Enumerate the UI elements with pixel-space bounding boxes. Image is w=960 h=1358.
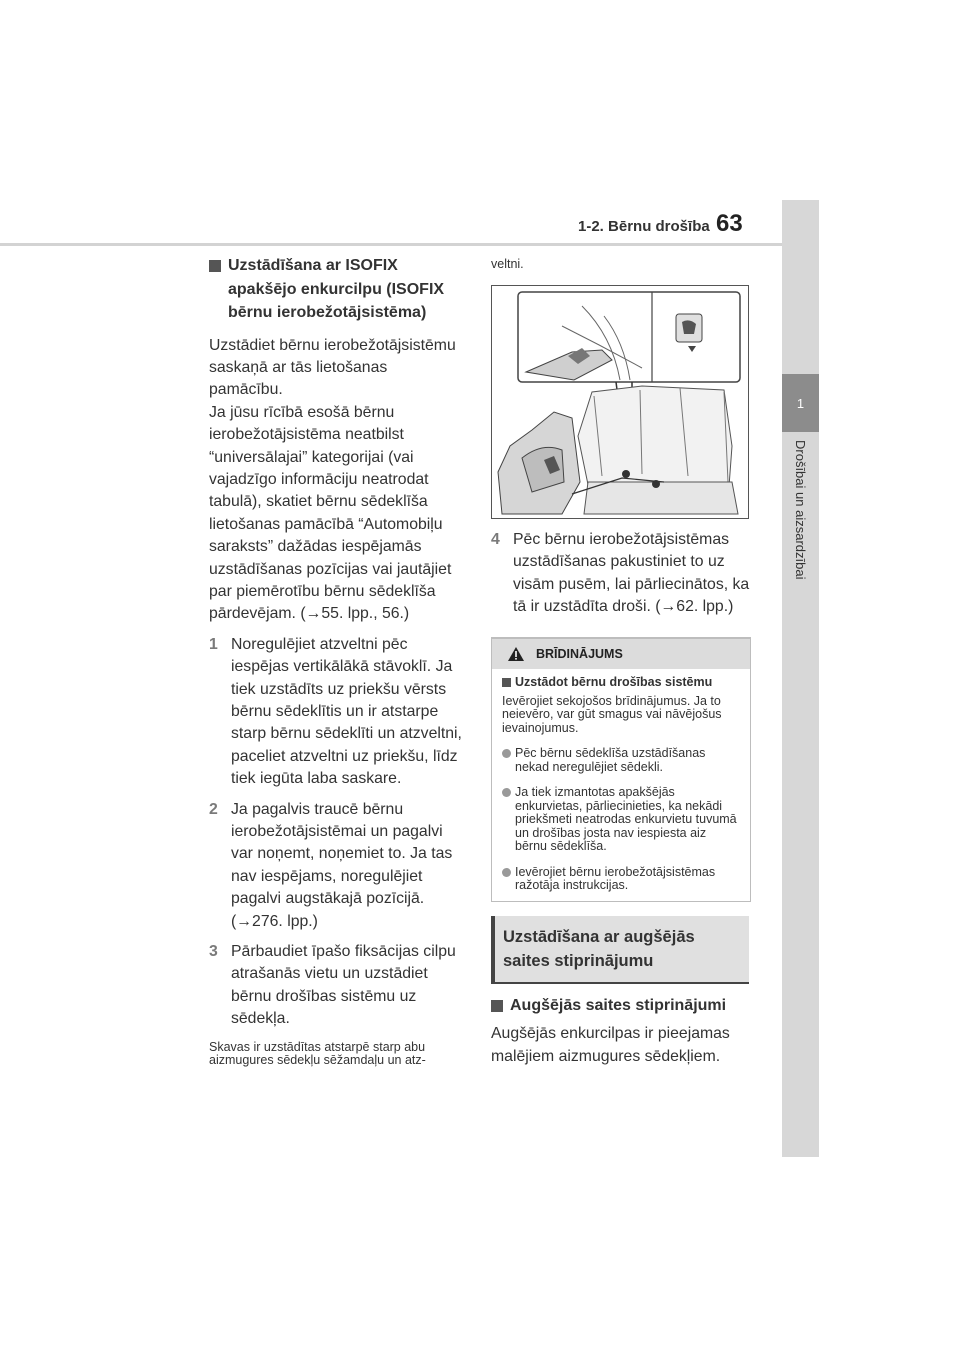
small-note: Skavas ir uzstādītas atstarpē starp abu aizmugures sēdekļu sēžamdaļu un atz- bbox=[209, 1039, 426, 1067]
step-item bbox=[209, 799, 465, 933]
warning-bullet bbox=[502, 866, 740, 893]
step-number: 1 bbox=[209, 635, 218, 653]
warning-box bbox=[491, 637, 751, 902]
step-number: 4 bbox=[491, 531, 500, 548]
left-column bbox=[209, 254, 465, 1067]
chapter-number: 1 bbox=[782, 374, 819, 432]
isofix-heading bbox=[209, 254, 465, 325]
continuation-text: veltni. bbox=[491, 257, 524, 271]
warning-bullet-text: Ievērojiet bērnu ierobežotājsistēmas ražotāja instrukcijas. bbox=[515, 864, 716, 893]
header-rule bbox=[0, 243, 790, 246]
step-number: 3 bbox=[209, 943, 218, 961]
chapter-label bbox=[782, 440, 819, 840]
top-tether-heading bbox=[491, 994, 751, 1018]
paragraph: Ja jūsu rīcībā esošā bērnu ierobežotājsistēma neatbilst “universālajai” kategorijai (vai vajadzīgo informāciju neatrodat tabulā), skatiet bērnu sēdeklīša lietošanas pamācībā “Automobiļu saraksts” dažādas iespējamās uzstādīšanas pozīcijas vai jautājiet par piemērotību bērnu sēdeklīša pārdevējam. (→55. lpp., 56.) bbox=[209, 403, 452, 623]
step-text: Noregulējiet atzveltni pēc iespējas vertikālākā stāvoklī. Ja tiek uzstādīts uz priekšu vērsts bērnu sēdeklītis un ir atstarpe starp bērnu sēdeklīti un atzveltni, paceliet atzveltni uz priekšu, līdz tiek iegūta laba saskare. bbox=[231, 635, 462, 788]
step-text: Pārbaudiet īpašo fiksācijas cilpu atrašanās vietu un uzstādiet bērnu drošības sistēmu uz sēdekļa. bbox=[231, 943, 456, 1028]
side-chapter-tab bbox=[782, 200, 819, 1157]
paragraph: Augšējās enkurcilpas ir pieejamas malējiem aizmugures sēdekļiem. bbox=[491, 1025, 730, 1065]
circle-bullet-icon bbox=[502, 788, 511, 797]
step-text: Pēc bērnu ierobežotājsistēmas uzstādīšanas pakustiniet to uz visām pusēm, lai pārliecinātos, ka tā ir uzstādīta droši. (→62. lpp.) bbox=[513, 531, 750, 616]
rear-seat-child-seat-drawing bbox=[492, 286, 748, 518]
warning-title: BRĪDINĀJUMS bbox=[536, 646, 623, 661]
circle-bullet-icon bbox=[502, 749, 511, 758]
warning-bullet-text: Ja tiek izmantotas apakšējās enkurvietas, pārliecinieties, ka nekādi priekšmeti neatrodas enkurvietu tuvumā un drošības josta nav iespiesta aiz bērnu sēdeklīša. bbox=[515, 785, 737, 854]
chapter-label-text: Drošībai un aizsardzībai bbox=[793, 440, 808, 580]
warning-intro: Ievērojiet sekojošos brīdinājumus. Ja to neievēro, var gūt smagus vai nāvējošus ievainojumus. bbox=[502, 693, 722, 735]
step-item bbox=[209, 634, 465, 791]
square-bullet-icon bbox=[502, 678, 511, 687]
warning-triangle-icon bbox=[508, 647, 524, 661]
step-item bbox=[209, 941, 465, 1031]
section-title: 1-2. Bērnu drošība bbox=[578, 218, 710, 235]
isofix-heading-text: Uzstādīšana ar ISOFIX apakšējo enkurcilpu (ISOFIX bērnu ierobežotājsistēma) bbox=[228, 257, 445, 321]
top-tether-heading-text: Augšējās saites stiprinājumi bbox=[510, 996, 727, 1014]
warning-subheading-text: Uzstādot bērnu drošības sistēmu bbox=[515, 674, 713, 689]
warning-subheading bbox=[502, 675, 740, 690]
paragraph: Uzstādiet bērnu ierobežotājsistēmu saskaņā ar tās lietošanas pamācību. bbox=[209, 336, 456, 399]
page-number: 63 bbox=[716, 210, 743, 237]
circle-bullet-icon bbox=[502, 868, 511, 877]
square-bullet-icon bbox=[209, 260, 221, 272]
warning-bullet bbox=[502, 786, 740, 854]
step-item bbox=[491, 529, 751, 619]
section-heading-box: Uzstādīšana ar augšējās saites stiprinājumu bbox=[491, 916, 749, 984]
warning-bullet bbox=[502, 747, 740, 774]
isofix-illustration bbox=[491, 285, 749, 519]
right-column bbox=[491, 254, 751, 1068]
warning-bullet-text: Pēc bērnu sēdeklīša uzstādīšanas nekad neregulējiet sēdekli. bbox=[515, 746, 706, 774]
warning-body bbox=[492, 669, 750, 901]
step-number: 2 bbox=[209, 800, 218, 818]
square-bullet-icon bbox=[491, 1000, 503, 1012]
step-text: Ja pagalvis traucē bērnu ierobežotājsistēmai un pagalvi var noņemt, noņemiet to. Ja tas nav iespējams, noregulējiet pagalvi augstākajā pozīcijā. (→276. lpp.) bbox=[231, 800, 453, 930]
warning-header bbox=[492, 639, 750, 669]
